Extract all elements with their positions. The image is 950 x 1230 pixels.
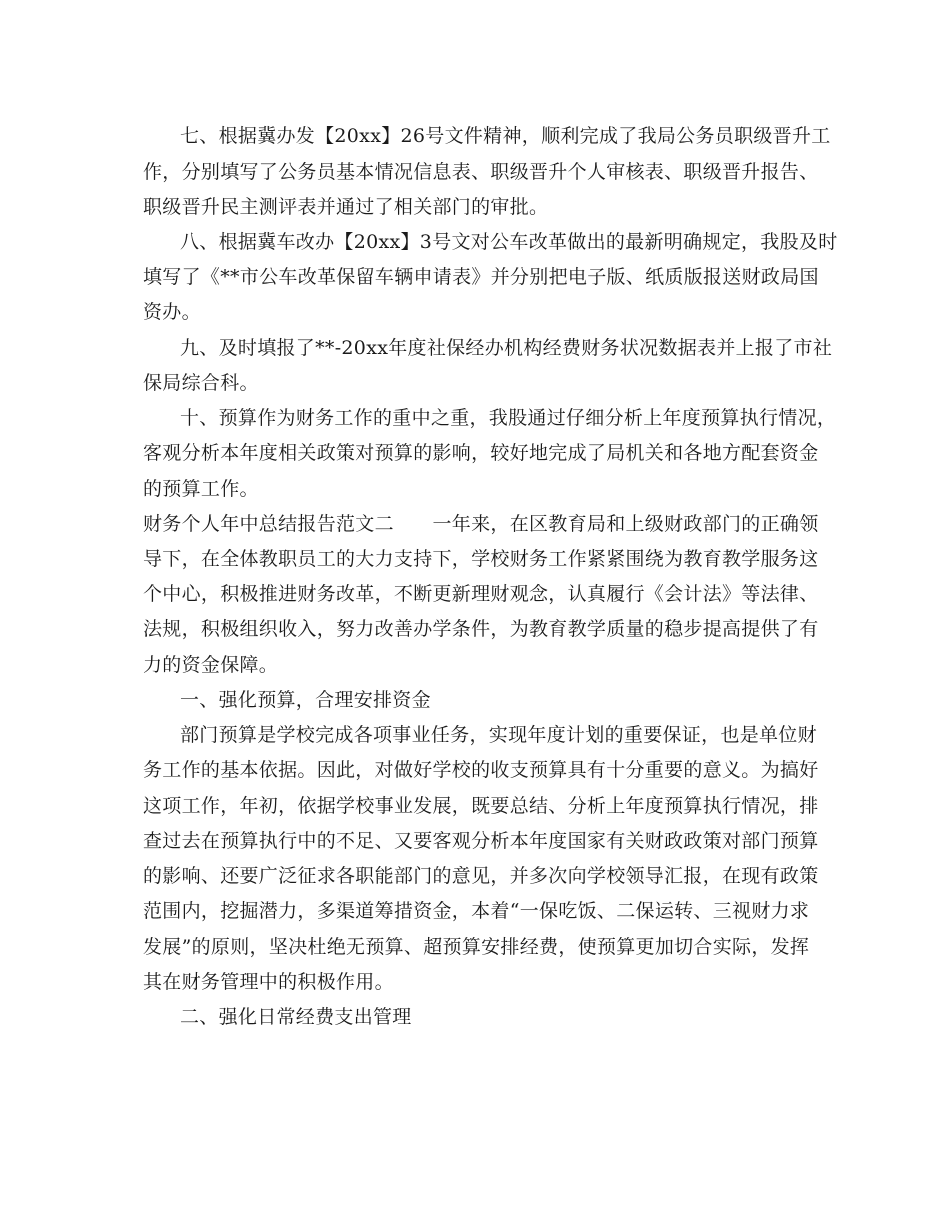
paragraph-10-line-3: 的预算工作。 [143, 478, 259, 500]
paragraph-7-line-3: 职级晋升民主测评表并通过了相关部门的审批。 [143, 196, 549, 218]
budget-paragraph-line-8: 其在财务管理中的积极作用。 [143, 971, 394, 993]
paragraph-7-line-2: 作，分别填写了公务员基本情况信息表、职级晋升个人审核表、职级晋升报告、 [143, 161, 819, 183]
budget-paragraph-line-6: 范围内，挖掘潜力，多渠道筹措资金，本着“一保吃饭、二保运转、三视财力求 [143, 900, 810, 922]
budget-paragraph-line-2: 务工作的基本依据。因此，对做好学校的收支预算具有十分重要的意义。为搞好 [143, 759, 819, 781]
paragraph-10-line-2: 客观分析本年度相关政策对预算的影响，较好地完成了局机关和各地方配套资金 [143, 442, 819, 464]
budget-paragraph-line-7: 发展”的原则，坚决杜绝无预算、超预算安排经费，使预算更加切合实际，发挥 [143, 936, 810, 958]
paragraph-8-line-2: 填写了《**市公车改革保留车辆申请表》并分别把电子版、纸质版报送财政局国 [143, 266, 819, 288]
budget-paragraph-line-4: 查过去在预算执行中的不足、又要客观分析本年度国家有关财政政策对部门预算 [143, 830, 819, 852]
budget-paragraph-line-1: 部门预算是学校完成各项事业任务，实现年度计划的重要保证，也是单位财 [180, 724, 817, 746]
intro-line-3: 个中心，积极推进财务改革，不断更新理财观念，认真履行《会计法》等法律、 [143, 583, 819, 605]
paragraph-10-line-1: 十、预算作为财务工作的重中之重，我股通过仔细分析上年度预算执行情况， [180, 407, 837, 429]
paragraph-9-line-1: 九、及时填报了**-20xx年度社保经办机构经费财务状况数据表并上报了市社 [180, 337, 833, 359]
intro-line-2: 导下，在全体教职员工的大力支持下，学校财务工作紧紧围绕为教育教学服务这 [143, 548, 819, 570]
paragraph-9-line-2: 保局综合科。 [143, 372, 259, 394]
section-title-line-1: 财务个人年中总结报告范文二 一年来，在区教育局和上级财政部门的正确领 [143, 513, 819, 535]
heading-expenditure: 二、强化日常经费支出管理 [180, 1006, 412, 1028]
heading-budget: 一、强化预算，合理安排资金 [180, 689, 431, 711]
paragraph-7-line-1: 七、根据冀办发【20xx】26号文件精神，顺利完成了我局公务员职级晋升工 [180, 125, 831, 147]
budget-paragraph-line-5: 的影响、还要广泛征求各职能部门的意见，并多次向学校领导汇报，在现有政策 [143, 865, 819, 887]
budget-paragraph-line-3: 这项工作，年初，依据学校事业发展，既要总结、分析上年度预算执行情况，排 [143, 795, 819, 817]
paragraph-8-line-1: 八、根据冀车改办【20xx】3号文对公车改革做出的最新明确规定，我股及时 [180, 231, 838, 253]
paragraph-8-line-3: 资办。 [143, 301, 201, 323]
intro-line-5: 力的资金保障。 [143, 654, 279, 676]
intro-line-4: 法规，积极组织收入，努力改善办学条件，为教育教学质量的稳步提高提供了有 [143, 618, 819, 640]
